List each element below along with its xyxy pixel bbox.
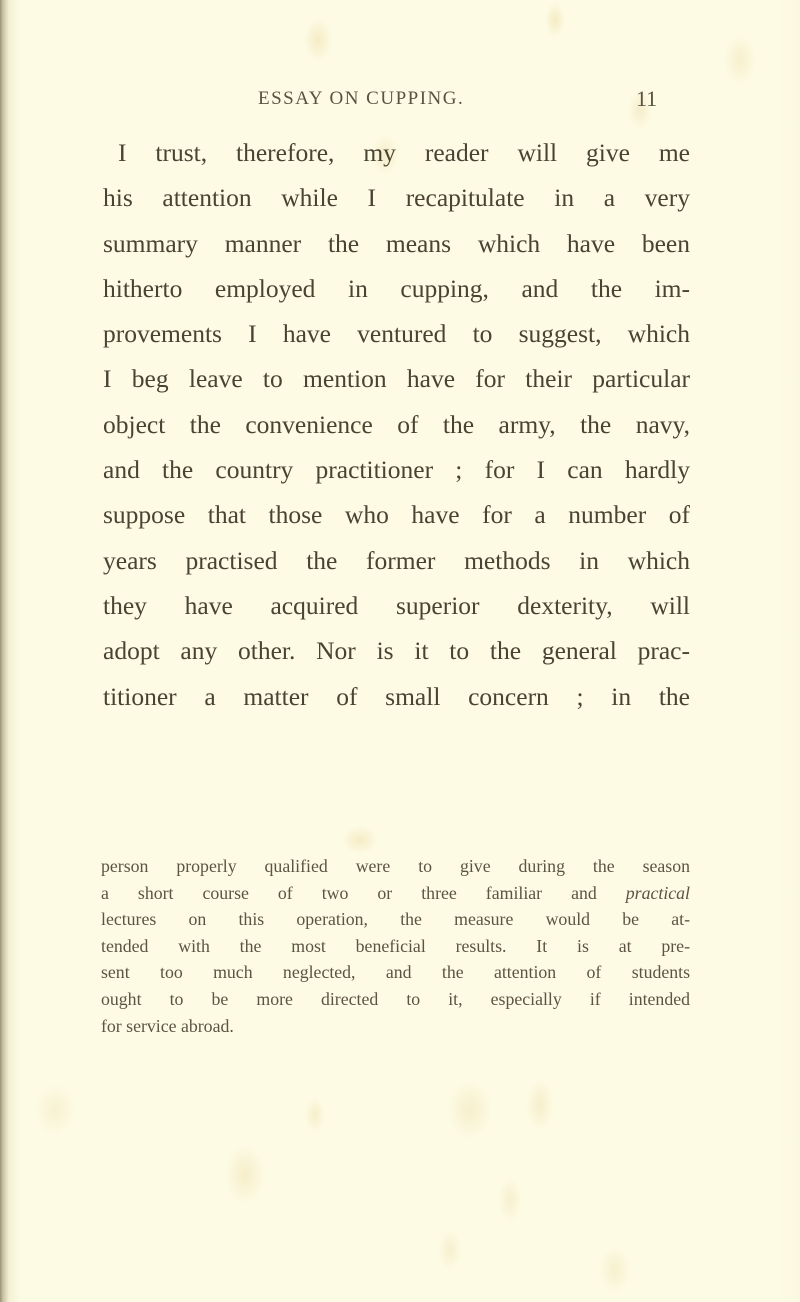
footnote-line: sent too much neglected, and the attention of students <box>101 962 690 983</box>
footnote-line <box>101 880 690 907</box>
running-head-title: ESSAY ON CUPPING. <box>258 88 465 109</box>
body-line: titioner a matter of small concern ; in the <box>103 681 690 711</box>
footnote-line: lectures on this operation, the measure would be at- <box>101 909 690 930</box>
running-head <box>258 88 698 118</box>
body-line: years practised the former methods in which <box>103 545 690 575</box>
body-line: I trust, therefore, my reader will give me <box>118 138 690 167</box>
body-line: summary manner the means which have been <box>103 228 690 258</box>
footnote-line: for service abroad. <box>101 1015 234 1036</box>
body-line: provements I have ventured to suggest, which <box>103 319 690 349</box>
footnote-line: ought to be more directed to it, especially if intended <box>101 988 690 1009</box>
footnote-line: person properly qualified were to give during the season <box>101 856 690 876</box>
page-number: 11 <box>636 86 658 111</box>
body-line: suppose that those who have for a number of <box>103 500 690 530</box>
body-line: I beg leave to mention have for their particular <box>103 364 690 394</box>
body-paragraph <box>103 130 690 719</box>
body-line: adopt any other. Nor is it to the general prac- <box>103 636 690 666</box>
footnote-block <box>101 853 690 1039</box>
footnote-italic-word: practical <box>625 882 690 903</box>
body-line: object the convenience of the army, the navy, <box>103 409 690 439</box>
footnote-line-text: a short course of two or three familiar and <box>101 882 597 903</box>
body-line: they have acquired superior dexterity, will <box>103 590 690 620</box>
body-line: his attention while I recapitulate in a very <box>103 183 690 213</box>
body-line: hitherto employed in cupping, and the im- <box>103 273 690 303</box>
body-line: and the country practitioner ; for I can hardly <box>103 455 690 485</box>
footnote-line: tended with the most beneficial results. It is at pre- <box>101 935 690 956</box>
